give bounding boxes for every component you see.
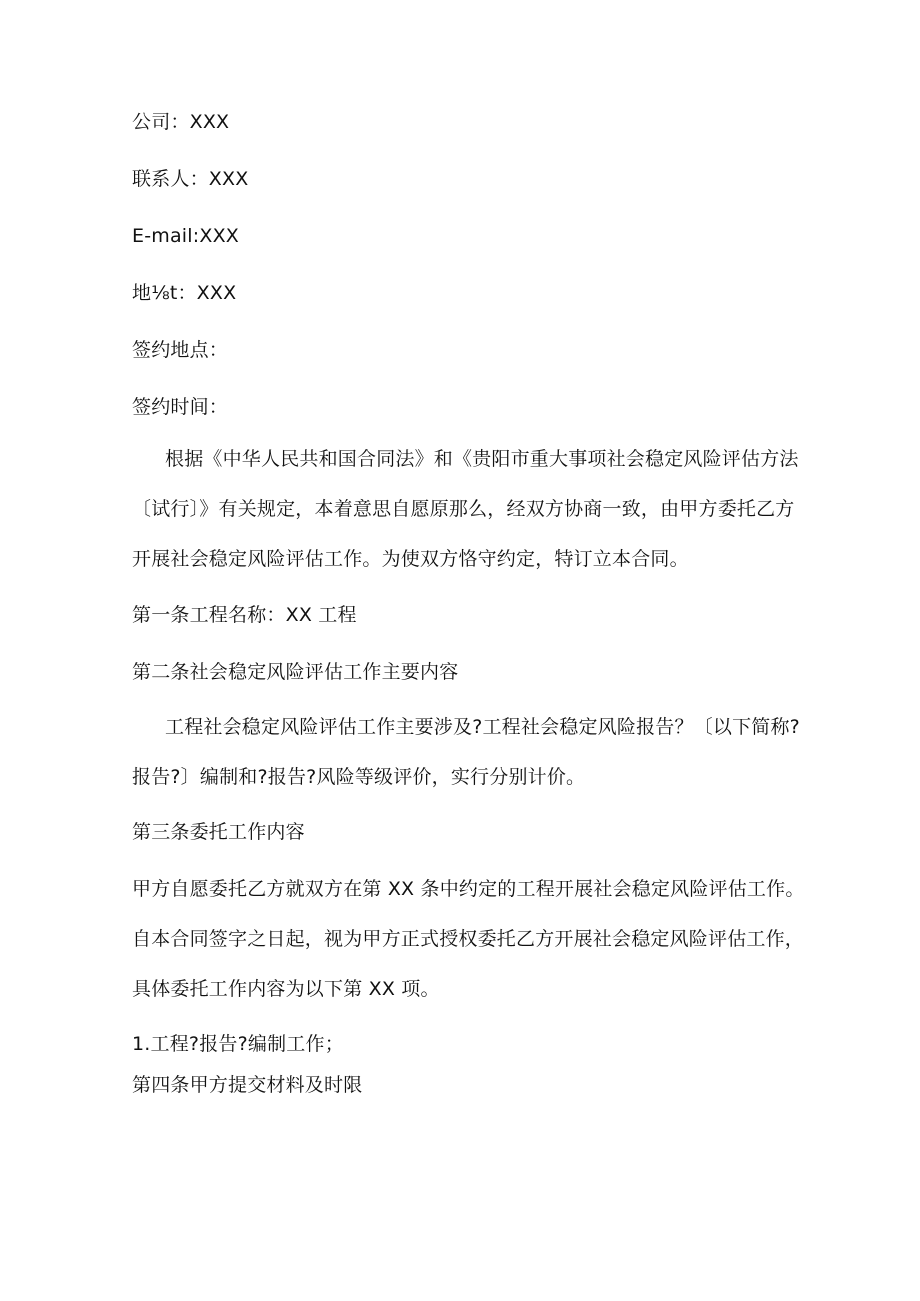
article-4-heading: 第四条甲方提交材料及时限 — [132, 1074, 363, 1096]
company-line: 公司：XXX — [132, 111, 230, 133]
list-item-1: 1.工程?报告?编制工作； — [132, 1033, 344, 1055]
signing-time-line: 签约时间： — [132, 396, 229, 418]
signing-place-line: 签约地点： — [132, 339, 229, 361]
article-2-body-line-1: 工程社会稳定风险评估工作主要涉及?工程社会稳定风险报告？〔以下简称? — [165, 716, 800, 738]
article-1-heading: 第一条工程名称：XX 工程 — [132, 604, 357, 626]
email-line: E-mail:XXX — [132, 225, 240, 247]
article-3-body-line-3: 具体委托工作内容为以下第 XX 项。 — [132, 978, 440, 1000]
preamble-line-2: 〔试行〕》有关规定，本着意思自愿原那么，经双方协商一致，由甲方委托乙方 — [132, 498, 795, 520]
preamble-line-1: 根据《中华人民共和国合同法》和《贵阳市重大事项社会稳定风险评估方法 — [165, 448, 799, 470]
article-2-body-line-2: 报告?〕编制和?报告?风险等级评价，实行分别计价。 — [132, 766, 586, 788]
article-3-body-line-1: 甲方自愿委托乙方就双方在第 XX 条中约定的工程开展社会稳定风险评估工作。 — [132, 878, 805, 900]
preamble-line-3: 开展社会稳定风险评估工作。为使双方恪守约定，特订立本合同。 — [132, 548, 689, 570]
article-3-heading: 第三条委托工作内容 — [132, 821, 305, 843]
contact-person-line: 联系人：XXX — [132, 168, 249, 190]
address-line: 地⅛t：XXX — [132, 282, 237, 304]
article-2-heading: 第二条社会稳定风险评估工作主要内容 — [132, 661, 459, 683]
article-3-body-line-2: 自本合同签字之日起，视为甲方正式授权委托乙方开展社会稳定风险评估工作， — [132, 928, 805, 950]
